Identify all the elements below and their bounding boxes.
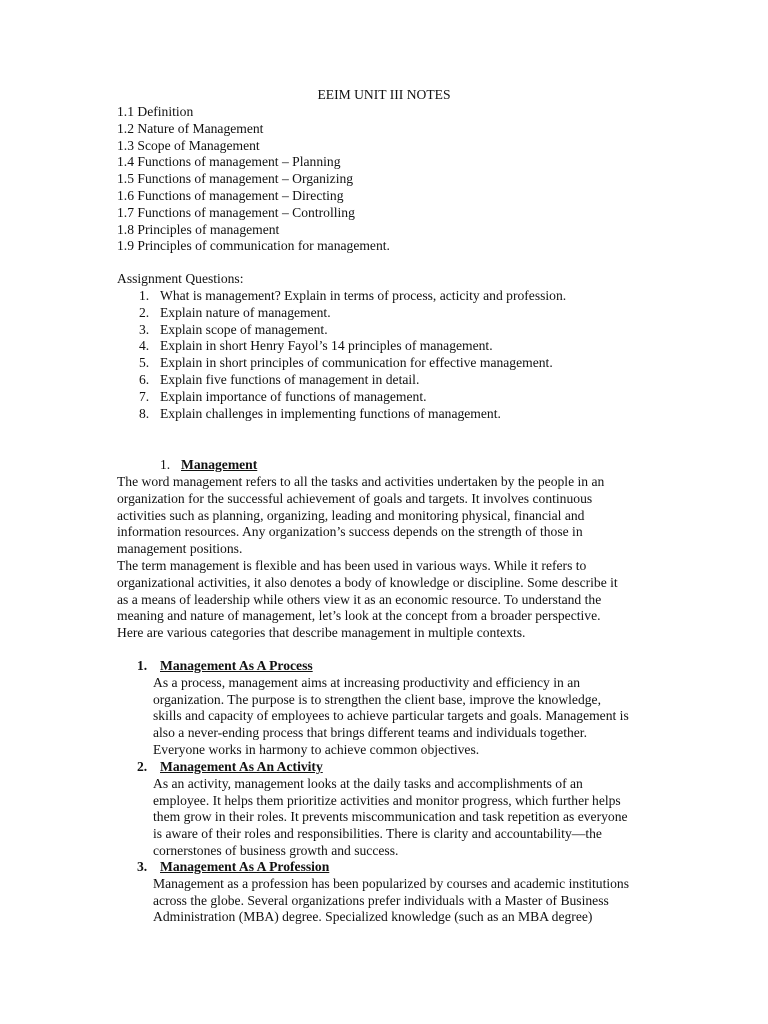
toc-item: 1.7 Functions of management – Controlling (117, 204, 355, 220)
question-text: Explain in short principles of communication for effective management. (160, 355, 553, 371)
paragraph-line: The word management refers to all the tasks and activities undertaken by the people in an (117, 474, 605, 489)
toc-item: 1.3 Scope of Management (117, 137, 260, 153)
subsection-title: Management As A Process (160, 658, 313, 673)
list-item (117, 389, 566, 406)
subsection-heading (137, 759, 657, 776)
question-text: Explain importance of functions of management. (160, 388, 427, 404)
list-number: 4. (139, 338, 150, 354)
paragraph-line: Management as a profession has been popularized by courses and academic institutions (153, 875, 630, 891)
paragraph-line: The term management is flexible and has been used in various ways. While it refers to (117, 557, 587, 573)
paragraph-line: cornerstones of business growth and success. (153, 842, 399, 858)
list-number: 7. (139, 388, 150, 404)
paragraph-line: them grow in their roles. It prevents miscommunication and task repetition as everyone (153, 809, 628, 825)
section-number: 1. (160, 457, 171, 472)
subsection-title: Management As An Activity (160, 759, 323, 774)
list-number: 5. (139, 355, 150, 371)
question-text: Explain challenges in implementing functions of management. (160, 405, 501, 421)
paragraph-line: organizational activities, it also denotes a body of knowledge or discipline. Some describe it (117, 574, 618, 590)
paragraph-line: Administration (MBA) degree. Specialized knowledge (such as an MBA degree) (153, 909, 593, 925)
paragraph-line: management positions. (117, 541, 243, 557)
question-text: What is management? Explain in terms of process, acticity and profession. (160, 288, 567, 303)
subsection-number: 1. (137, 658, 148, 673)
subsection-number: 2. (137, 759, 148, 774)
paragraph-line: activities such as planning, organizing, leading and monitoring physical, financial and (117, 507, 585, 523)
toc-item: 1.9 Principles of communication for management. (117, 238, 390, 254)
assignment-heading: Assignment Questions: (117, 271, 244, 286)
question-text: Explain nature of management. (160, 304, 331, 320)
question-text: Explain scope of management. (160, 321, 328, 337)
paragraph-line: Here are various categories that describe management in multiple contexts. (117, 625, 526, 641)
paragraph-line: as a means of leadership while others view it as an economic resource. To understand the (117, 591, 602, 607)
toc-item: 1.4 Functions of management – Planning (117, 154, 341, 170)
paragraph-line: organization. The purpose is to strengthen the client base, improve the knowledge, (153, 691, 601, 707)
toc-item: 1.2 Nature of Management (117, 120, 264, 136)
subsection-body (137, 675, 657, 759)
paragraph-line: employee. It helps them prioritize activities and monitor progress, which further helps (153, 792, 621, 808)
subsection-process (137, 658, 657, 759)
list-number: 6. (139, 371, 150, 387)
toc-item: 1.5 Functions of management – Organizing (117, 171, 354, 187)
paragraph-line: As an activity, management looks at the daily tasks and accomplishments of an (153, 775, 583, 791)
paragraph-line: across the globe. Several organizations prefer individuals with a Master of Business (153, 892, 609, 908)
question-text: Explain five functions of management in detail. (160, 371, 420, 387)
intro-paragraph (117, 474, 637, 642)
list-item (117, 372, 566, 389)
toc-item: 1.1 Definition (117, 104, 194, 119)
list-number: 1. (139, 288, 150, 303)
paragraph-line: organization for the successful achievement of goals and targets. It involves continuous (117, 490, 593, 506)
list-item (117, 338, 566, 355)
subsection-profession (137, 859, 657, 926)
subsection-title: Management As A Profession (160, 859, 330, 874)
document-title: EEIM UNIT III NOTES (317, 87, 451, 102)
paragraph-line: information resources. Any organization’s success depends on the strength of those in (117, 524, 583, 540)
toc-item: 1.6 Functions of management – Directing (117, 187, 344, 203)
subsection-heading (137, 658, 657, 675)
assignment-questions (117, 288, 566, 422)
list-number: 2. (139, 304, 150, 320)
subsection-heading (137, 859, 657, 876)
list-item (117, 288, 566, 305)
paragraph-line: skills and capacity of employees to achieve particular targets and goals. Management is (153, 708, 629, 724)
paragraph-line: As a process, management aims at increasing productivity and efficiency in an (153, 674, 581, 690)
list-number: 8. (139, 405, 150, 421)
list-item (117, 305, 566, 322)
paragraph-line: also a never-ending process that brings different teams and individuals together. (153, 725, 587, 741)
paragraph-line: meaning and nature of management, let’s look at the concept from a broader perspective. (117, 608, 601, 624)
subsection-activity (137, 759, 657, 860)
paragraph-line: Everyone works in harmony to achieve common objectives. (153, 741, 480, 757)
toc-item: 1.8 Principles of management (117, 221, 280, 237)
paragraph-line: is aware of their roles and responsibilities. There is clarity and accountability—the (153, 826, 602, 842)
subsection-body (137, 776, 657, 860)
list-item (117, 406, 566, 423)
section-heading (160, 457, 257, 474)
subsection-number: 3. (137, 859, 148, 874)
section-title: Management (181, 457, 258, 472)
table-of-contents (117, 104, 390, 255)
list-item (117, 322, 566, 339)
list-item (117, 355, 566, 372)
question-text: Explain in short Henry Fayol’s 14 principles of management. (160, 338, 493, 354)
list-number: 3. (139, 321, 150, 337)
subsection-body (137, 876, 657, 926)
